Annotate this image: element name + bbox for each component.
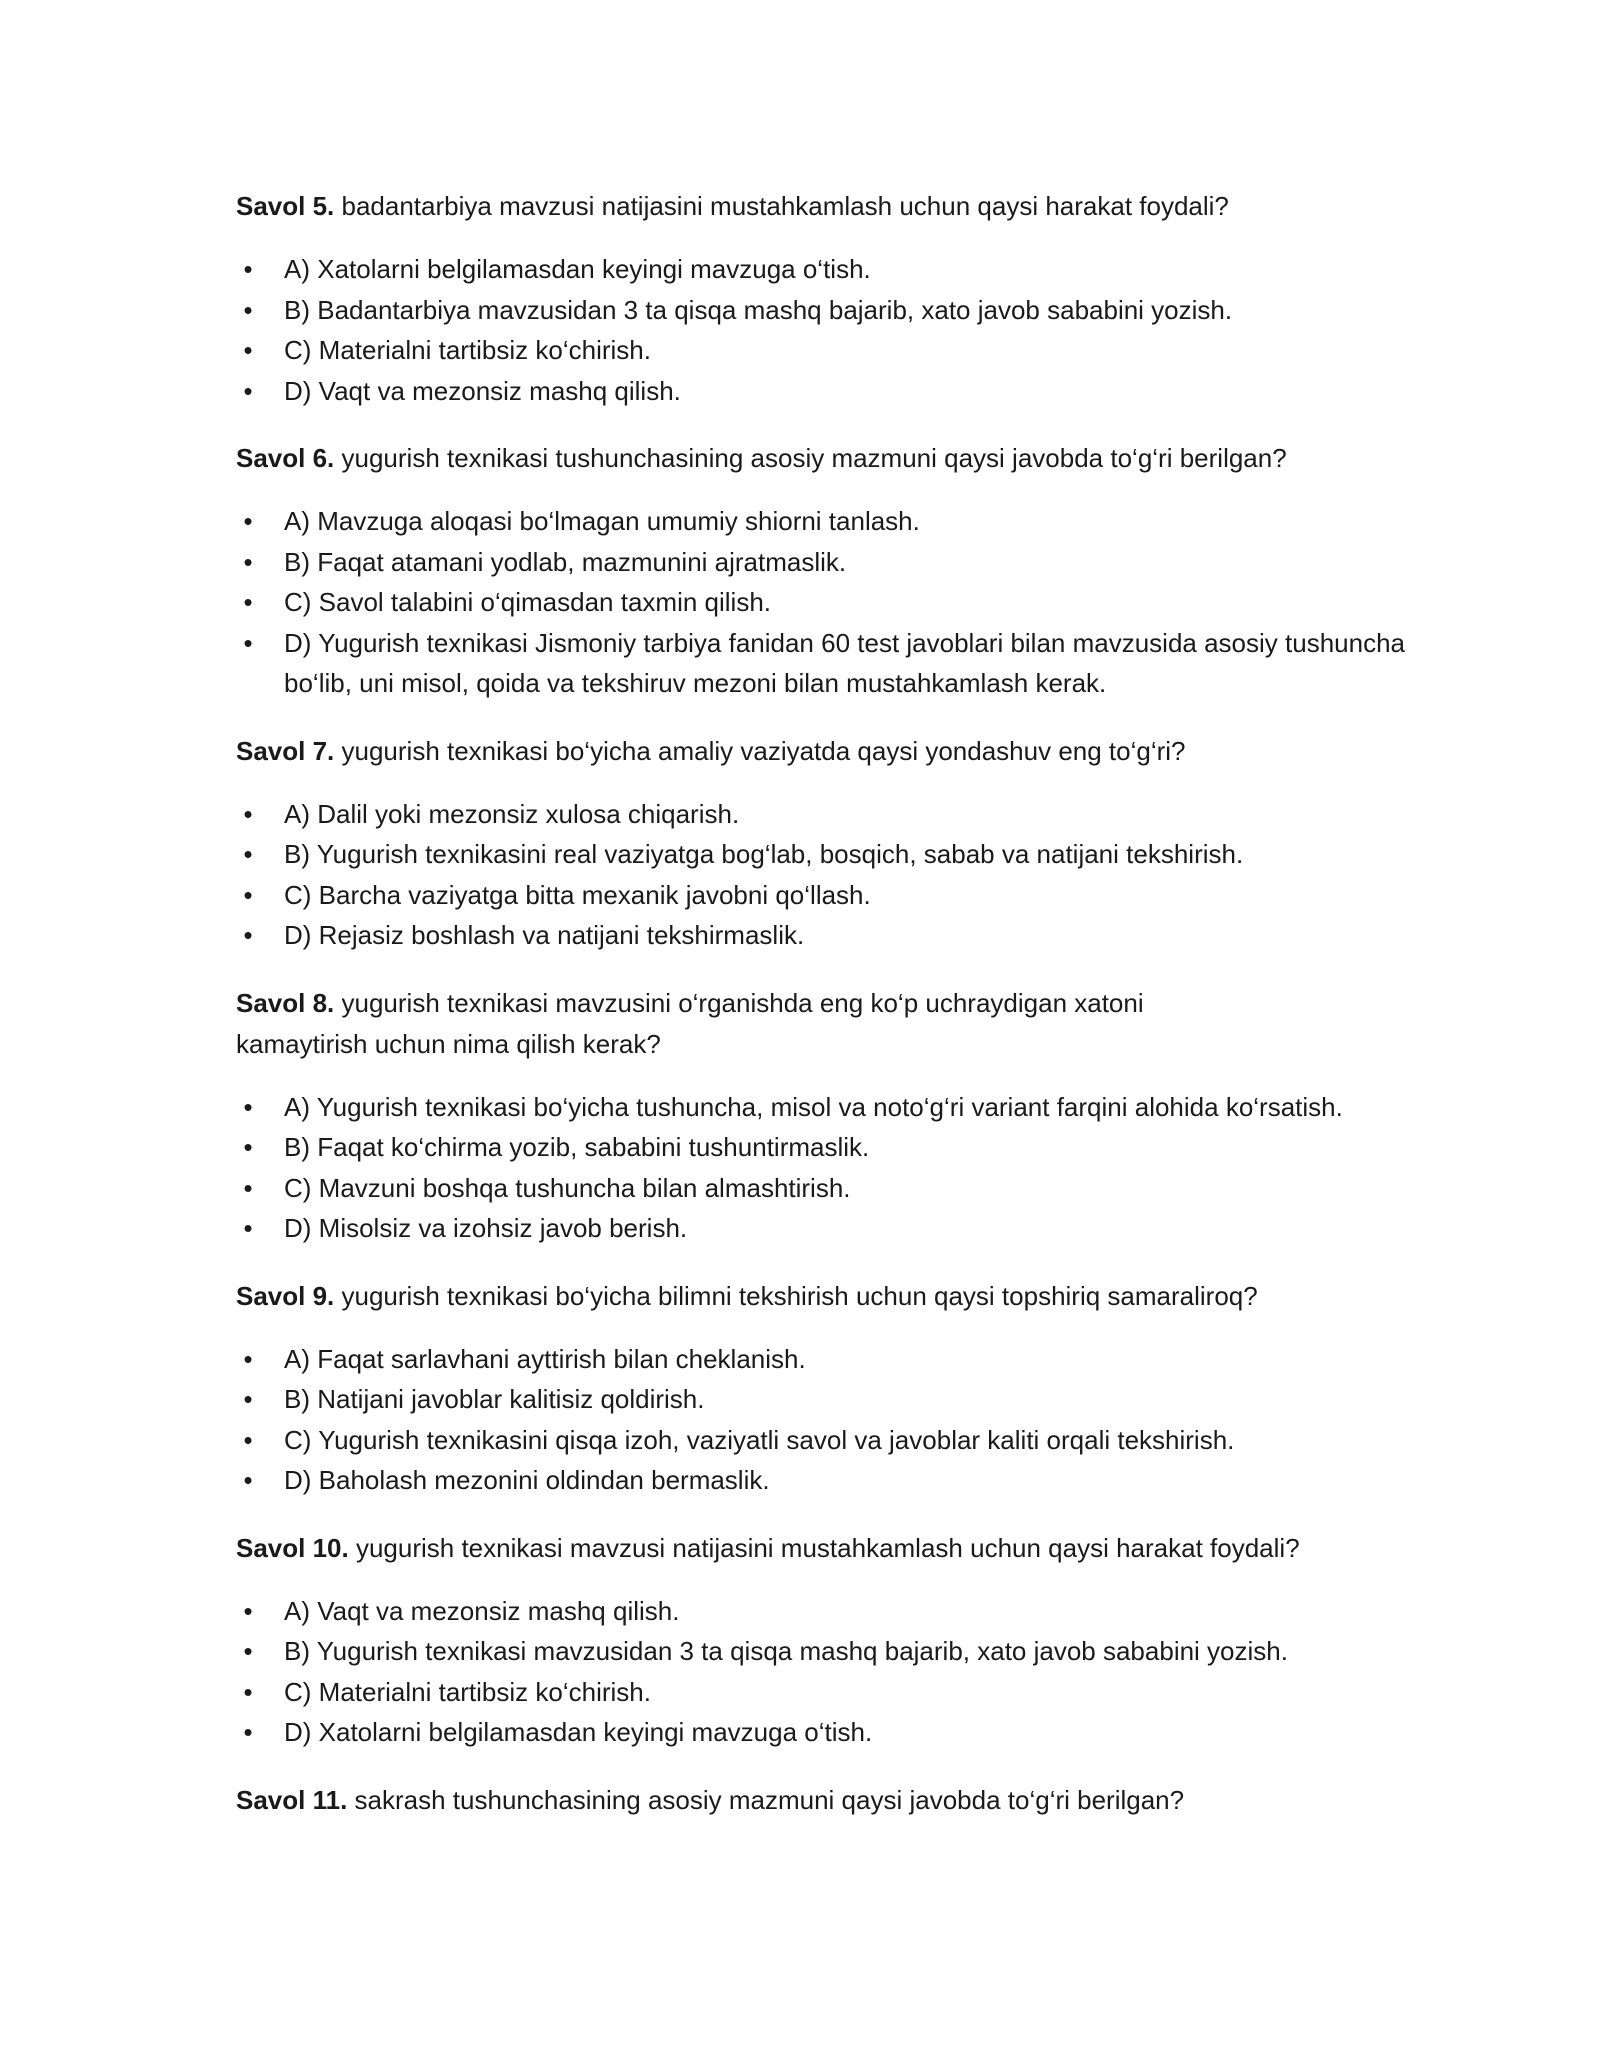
question-text: sakrash tushunchasining asosiy mazmuni qaysi javobda to‘g‘ri berilgan? [347, 1784, 1185, 1815]
option-text: A) Dalil yoki mezonsiz xulosa chiqarish. [284, 798, 740, 829]
option-text: C) Savol talabini o‘qimasdan taxmin qilish. [284, 587, 772, 617]
bullet-icon: • [243, 254, 253, 284]
bullet-icon: • [243, 1465, 253, 1495]
question-text: yugurish texnikasi bo‘yicha bilimni tekshirish uchun qaysi topshiriq samaraliroq? [334, 1280, 1258, 1311]
list-item [236, 1168, 1416, 1209]
option-text: A) Faqat sarlavhani ayttirish bilan cheklanish. [284, 1343, 806, 1374]
option-text: C) Barcha vaziyatga bitta mexanik javobni qo‘llash. [284, 879, 871, 910]
question-label: Savol 9. [236, 1280, 335, 1311]
list-item [236, 1208, 1416, 1249]
list-item [236, 290, 1416, 331]
bullet-icon: • [243, 627, 253, 658]
question-9 [236, 1276, 1416, 1317]
list-item [236, 1591, 1416, 1632]
option-text: C) Yugurish texnikasini qisqa izoh, vaziyatli savol va javoblar kaliti orqali tekshirish. [284, 1424, 1235, 1455]
question-label: Savol 10. [236, 1532, 349, 1563]
bullet-icon: • [243, 1343, 253, 1374]
question-text: yugurish texnikasi mavzusi natijasini mustahkamlash uchun qaysi harakat foydali? [348, 1532, 1300, 1563]
option-text: A) Xatolarni belgilamasdan keyingi mavzuga o‘tish. [284, 254, 871, 284]
option-text: A) Vaqt va mezonsiz mashq qilish. [284, 1595, 680, 1626]
options-list [236, 1591, 1416, 1753]
bullet-icon: • [243, 1676, 253, 1707]
list-item [236, 623, 1416, 704]
list-item [236, 1379, 1416, 1420]
bullet-icon: • [243, 1172, 253, 1203]
bullet-icon: • [243, 1424, 253, 1455]
list-item [236, 834, 1416, 875]
option-text: D) Baholash mezonini oldindan bermaslik. [284, 1465, 770, 1495]
option-text: C) Materialni tartibsiz ko‘chirish. [284, 335, 651, 365]
option-text: C) Materialni tartibsiz ko‘chirish. [284, 1676, 651, 1707]
option-text: A) Mavzuga aloqasi bo‘lmagan umumiy shiorni tanlash. [284, 506, 920, 536]
bullet-icon: • [243, 506, 253, 536]
question-label: Savol 11. [236, 1784, 348, 1815]
bullet-icon: • [243, 375, 253, 406]
question-text: yugurish texnikasi tushunchasining asosiy mazmuni qaysi javobda to‘g‘ri berilgan? [334, 443, 1287, 473]
list-item [236, 1672, 1416, 1713]
question-10 [236, 1528, 1416, 1569]
option-text: B) Faqat atamani yodlab, mazmunini ajratmaslik. [284, 546, 847, 577]
bullet-icon: • [243, 1213, 253, 1243]
list-item [236, 1460, 1416, 1501]
question-label: Savol 8. [236, 987, 335, 1018]
list-item [236, 371, 1416, 412]
question-label: Savol 5. [236, 191, 335, 221]
option-text: B) Yugurish texnikasini real vaziyatga bog‘lab, bosqich, sabab va natijani tekshirish. [284, 839, 1244, 869]
option-text: B) Yugurish texnikasi mavzusidan 3 ta qisqa mashq bajarib, xato javob sababini yozish. [284, 1636, 1288, 1666]
option-text: D) Yugurish texnikasi Jismoniy tarbiya fanidan 60 test javoblari bilan mavzusida asosiy tushuncha bo‘lib, uni misol, qoida va tekshiruv mezoni bilan mustahkamlash kerak. [284, 627, 1405, 698]
list-item [236, 794, 1416, 835]
options-list [236, 1087, 1416, 1249]
list-item [236, 249, 1416, 290]
list-item [236, 915, 1416, 956]
list-item [236, 501, 1416, 542]
bullet-icon: • [243, 879, 253, 910]
question-label: Savol 7. [236, 735, 335, 766]
question-label: Savol 6. [236, 443, 335, 473]
bullet-icon: • [243, 1595, 253, 1626]
bullet-icon: • [243, 1636, 253, 1666]
option-text: B) Faqat ko‘chirma yozib, sababini tushuntirmaslik. [284, 1132, 870, 1162]
list-item [236, 875, 1416, 916]
question-11 [236, 1780, 1416, 1821]
option-text: D) Vaqt va mezonsiz mashq qilish. [284, 375, 681, 406]
question-text: badantarbiya mavzusi natijasini mustahkamlash uchun qaysi harakat foydali? [334, 191, 1229, 221]
bullet-icon: • [243, 1384, 253, 1414]
bullet-icon: • [243, 1717, 253, 1747]
bullet-icon: • [243, 335, 253, 365]
bullet-icon: • [243, 587, 253, 617]
option-text: D) Misolsiz va izohsiz javob berish. [284, 1213, 688, 1243]
list-item [236, 1339, 1416, 1380]
options-list [236, 249, 1416, 411]
list-item [236, 1087, 1476, 1128]
question-text: yugurish texnikasi bo‘yicha amaliy vaziyatda qaysi yondashuv eng to‘g‘ri? [334, 735, 1186, 766]
bullet-icon: • [243, 546, 253, 577]
option-text: C) Mavzuni boshqa tushuncha bilan almashtirish. [284, 1172, 851, 1203]
bullet-icon: • [243, 839, 253, 869]
list-item [236, 1631, 1416, 1672]
list-item [236, 542, 1416, 583]
options-list [236, 794, 1416, 956]
bullet-icon: • [243, 294, 253, 325]
question-text: yugurish texnikasi mavzusini o‘rganishda eng ko‘p uchraydigan xatoni kamaytirish uchun nima qilish kerak? [236, 987, 1144, 1059]
option-text: D) Xatolarni belgilamasdan keyingi mavzuga o‘tish. [284, 1717, 873, 1747]
bullet-icon: • [243, 1132, 253, 1162]
list-item [236, 582, 1416, 623]
question-7 [236, 731, 1416, 772]
list-item [236, 330, 1416, 371]
bullet-icon: • [243, 798, 253, 829]
options-list [236, 1339, 1416, 1501]
option-text: D) Rejasiz boshlash va natijani tekshirmaslik. [284, 920, 805, 950]
bullet-icon: • [243, 920, 253, 950]
list-item [236, 1127, 1416, 1168]
option-text: B) Badantarbiya mavzusidan 3 ta qisqa mashq bajarib, xato javob sababini yozish. [284, 294, 1233, 325]
document-page [236, 186, 1416, 1821]
option-text: B) Natijani javoblar kalitisiz qoldirish. [284, 1384, 705, 1414]
option-text: A) Yugurish texnikasi bo‘yicha tushuncha, misol va noto‘g‘ri variant farqini alohida ko‘rsatish. [284, 1091, 1343, 1122]
list-item [236, 1712, 1416, 1753]
question-5 [236, 186, 1416, 227]
bullet-icon: • [243, 1091, 253, 1122]
options-list [236, 501, 1416, 704]
list-item [236, 1420, 1416, 1461]
question-6 [236, 438, 1416, 479]
question-8 [236, 983, 1416, 1065]
